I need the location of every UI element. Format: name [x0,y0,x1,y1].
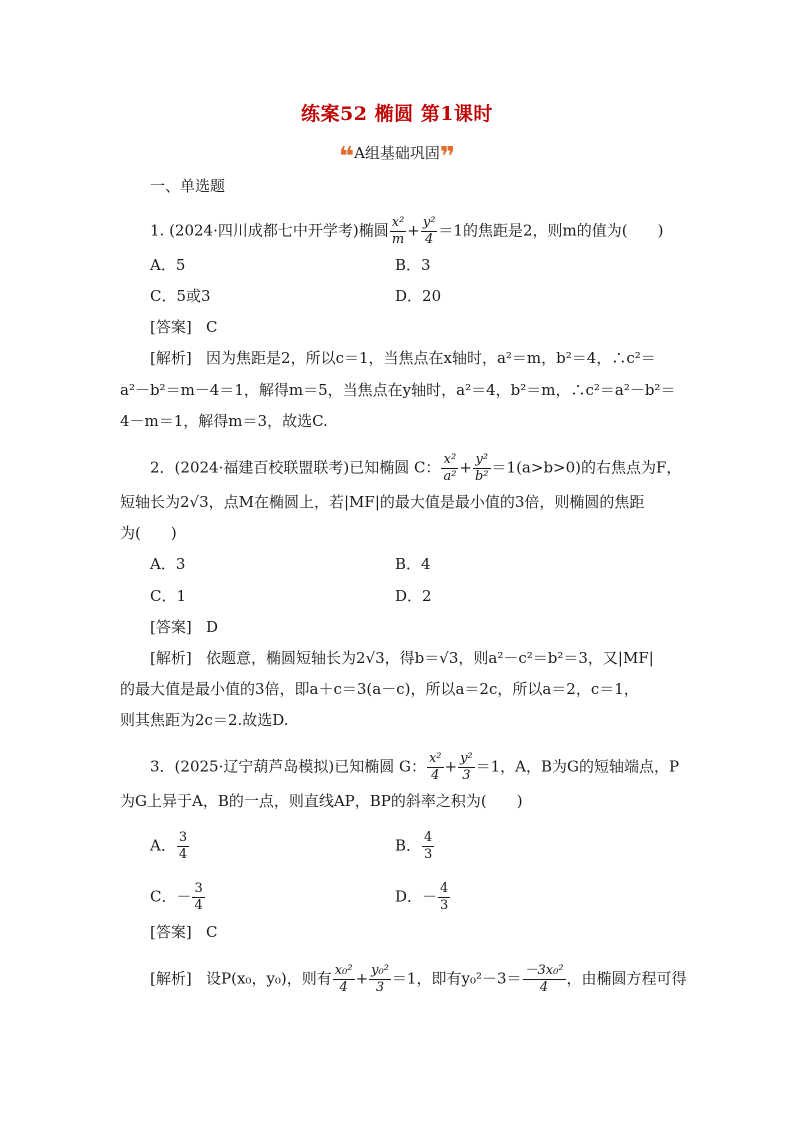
q2-option-c: C．1 [150,587,187,605]
q3-option-b: B． $\frac{4}{3}$ [395,830,433,862]
q3-option-d-fraction: $\frac{4}{3}$ [440,881,449,913]
q3-answer-value: C [206,923,218,941]
q3-option-c-fraction: $\frac{3}{4}$ [194,881,203,913]
question-2-stem [150,452,681,485]
q2-stem-line-3: 为( ) [120,524,177,542]
q3-option-c: C．－ $\frac{3}{4}$ [150,881,203,913]
q1-plus: + [407,221,420,240]
q2-prefix: 2．(2024·福建百校联盟联考)已知椭圆 C： [150,458,441,477]
q1-option-c: C．5或3 [150,287,211,305]
q2-suffix: ＝1(a>b>0)的右焦点为F， [491,458,682,477]
q1-answer-value: C [206,318,218,336]
page-title: 练案52 椭圆 第1课时 [301,103,493,125]
q2-answer [150,617,218,637]
q2-answer-value: D [206,618,219,636]
question-1-stem [150,215,663,248]
right-quote-icon: ❞ [439,142,456,172]
q3-analysis-fraction-y: $\frac{\text{y₀²}}{3}$ [371,963,389,995]
q1-option-a: A．5 [150,256,186,274]
q3-option-a: A． $\frac{3}{4}$ [150,830,188,862]
q3-option-d: D．－ $\frac{4}{3}$ [395,881,449,913]
q2-stem-line-2: 短轴长为2√3，点M在椭圆上，若|MF|的最大值是最小值的3倍，则椭圆的焦距 [120,493,645,511]
q1-answer-label: [答案] [150,318,192,336]
q3-analysis-line-1: [解析] 设P(x₀，y₀)，则有 $\frac{\text{x₀²}}{4}$ + $\frac{\text{y₀²}}{3}$ ＝1，即有y₀²－3＝ $\frac{\text{－3x₀²}}{4}$ ，由椭圆方程可得 [150,963,687,995]
q1-option-b: B．3 [395,256,431,274]
section-heading-text: A组基础巩固 [354,144,440,162]
q2-answer-label: [答案] [150,618,192,636]
q2-option-a: A．3 [150,555,186,573]
q2-analysis-line-2: 的最大值是最小值的3倍，即a＋c＝3(a－c)，所以a＝2c，所以a＝2，c＝1， [120,680,639,698]
q3-prefix: 3．(2025·辽宁葫芦岛模拟)已知椭圆 G： [150,757,426,776]
q1-option-d: D．20 [395,287,442,305]
part-heading: 一、单选题 [150,177,226,195]
question-3-stem [150,751,679,784]
left-quote-icon: ❝ [338,142,355,172]
q1-fraction-y: $\frac{\text{y²}}{4}$ [422,215,436,247]
q3-plus: + [444,757,458,776]
q3-option-b-fraction: $\frac{4}{3}$ [424,830,433,862]
q2-option-d: D．2 [395,587,432,605]
q2-analysis-line-1: [解析] 依题意，椭圆短轴长为2√3，得b＝√3，则a²－c²＝b²＝3，又|MF| [150,649,654,667]
q3-analysis-label: [解析] [150,969,192,988]
q1-suffix: ＝1的焦距是2，则m的值为( ) [438,221,664,240]
q2-option-b: B．4 [395,555,431,573]
q3-stem-line-2: 为G上异于A，B的一点，则直线AP，BP的斜率之积为( ) [120,792,523,810]
q2-fraction-x: $\frac{\text{x²}}{\text{a²}}$ [443,452,457,484]
q3-fraction-y: $\frac{\text{y²}}{3}$ [460,751,473,783]
q2-analysis-label: [解析] [150,649,192,667]
q3-analysis-fraction-result: $\frac{\text{－3x₀²}}{4}$ [524,963,564,995]
q3-fraction-x: $\frac{\text{x²}}{4}$ [428,751,442,783]
q2-plus: + [459,458,472,477]
q1-answer [150,317,218,337]
q1-analysis-line-2: a²－b²＝m－4＝1，解得m＝5，当焦点在y轴时，a²＝4，b²＝m，∴c²＝a²－b²＝ [120,381,676,399]
q3-answer [150,922,218,942]
q1-analysis-label: [解析] [150,349,192,367]
q1-analysis-line-3: 4－m＝1，解得m＝3，故选C. [120,412,328,430]
q1-prefix: 1. (2024·四川成都七中开学考)椭圆 [150,221,389,240]
q3-option-a-fraction: $\frac{3}{4}$ [178,830,188,862]
q3-answer-label: [答案] [150,923,192,941]
q2-fraction-y: $\frac{\text{y²}}{\text{b²}}$ [474,452,489,484]
section-heading [0,142,794,172]
q1-fraction-x: $\frac{\text{x²}}{m}$ [391,215,405,247]
q1-analysis-line-1: [解析] 因为焦距是2，所以c＝1，当焦点在x轴时，a²＝m，b²＝4，∴c²＝ [150,349,656,367]
q2-analysis-line-3: 则其焦距为2c＝2.故选D. [120,711,289,729]
q3-suffix: ＝1，A，B为G的短轴端点，P [475,757,680,776]
q3-analysis-fraction-x: $\frac{\text{x₀²}}{4}$ [334,963,353,995]
